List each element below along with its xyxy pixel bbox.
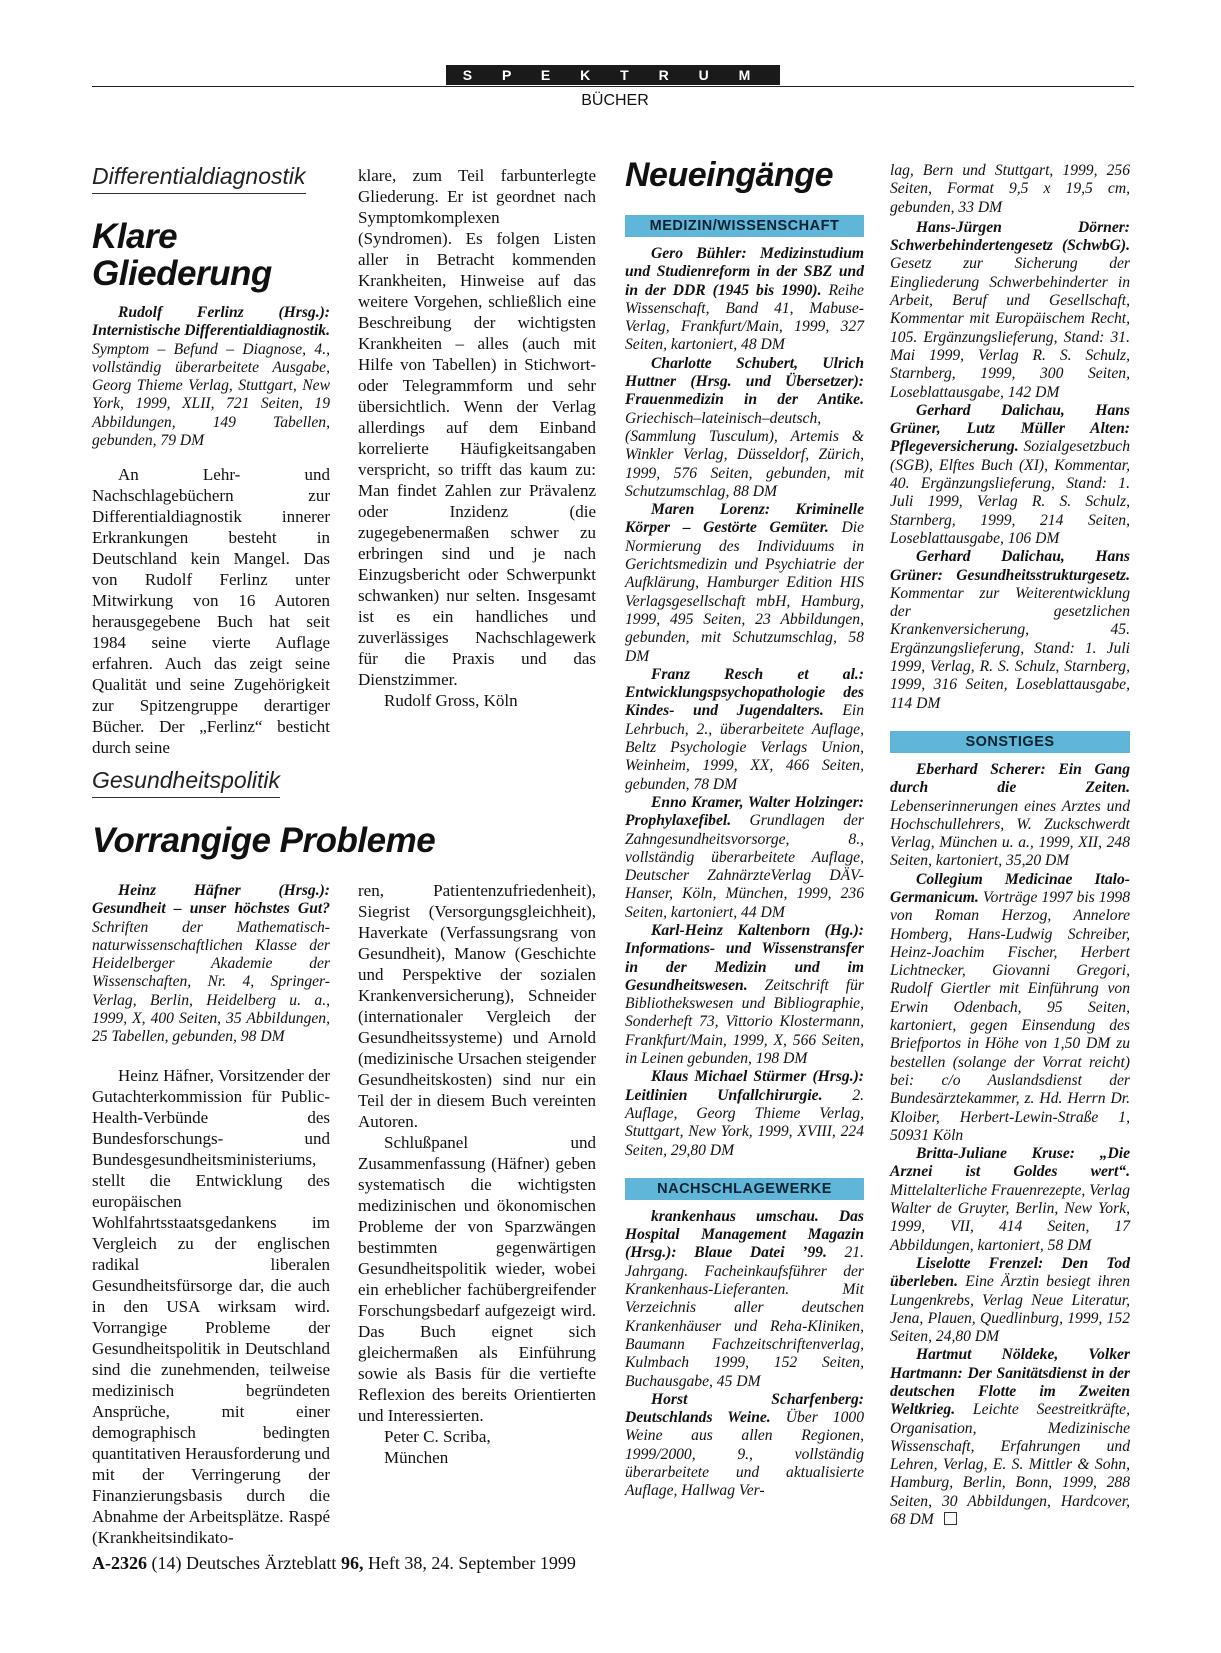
book-entry-details: Vorträge 1997 bis 1998 von Roman Herzog, Annelore Homberg, Hans-Ludwig Schreiber, Heinz-Joachim Fischer, Herbert Lichtnecker, Giovanni Gregori, Rudolf Giertler mit Einführung von Erwin Odenbach, 95 Seiten, kartoniert, gegen Einsendung des Briefportos in Höhe von 1,50 DM zu bestellen (solange der Vorrat reicht) bei: c/o Auslandsdienst der Bundesärztekammer, z. Hd. Herrn Dr. Kloiber, Herbert-Lewin-Straße 1, 50931 Köln: [890, 888, 1130, 1144]
book-entry: [890, 1145, 1130, 1255]
article2-title: Vorrangige Probleme: [92, 821, 436, 860]
book-entry-details: Ein Lehrbuch, 2., überarbeitete Auflage, Beltz Psychologie Verlags Union, Weinheim, 1999, XX, 466 Seiten, gebunden, 78 DM: [625, 702, 864, 793]
footer-text-post: Heft 38, 24. September 1999: [363, 1553, 576, 1573]
article1-col2: [358, 165, 596, 711]
book-entry-title: krankenhaus umschau. Das Hospital Management Magazin (Hrsg.): Blaue Datei ’99.: [625, 1207, 864, 1262]
book-entry: [890, 548, 1130, 713]
header-rule: [92, 86, 1134, 87]
book-entry: [625, 1068, 864, 1159]
book-entry: [890, 219, 1130, 402]
article1-bib-title: Rudolf Ferlinz (Hrsg.): Internistische Differentialdiagnostik.: [92, 304, 330, 340]
neueingaenge-col4: [890, 162, 1130, 1529]
book-entry-title: Charlotte Schubert, Ulrich Huttner (Hrsg. und Übersetzer): Frauenmedizin in der Antike.: [625, 354, 864, 409]
article2-author-line1: Peter C. Scriba,: [384, 1427, 491, 1446]
subsection-label: BÜCHER: [581, 92, 649, 109]
book-entry-details: Eine Ärztin besiegt ihren Lungenkrebs, Verlag Neue Literatur, Jena, Plauen, Quedlinburg, 1999, 152 Seiten, 24,80 DM: [890, 1273, 1130, 1346]
book-entry: [625, 666, 864, 794]
book-entry-title: Maren Lorenz: Kriminelle Körper – Gestörte Gemüter.: [625, 501, 864, 537]
book-entry-title: Karl-Heinz Kaltenborn (Hg.): Informations- und Wissenstransfer in der Medizin und im Gesundheitswesen.: [625, 921, 864, 994]
article1-title-line2: Gliederung: [92, 254, 272, 293]
medizin-entries: [625, 245, 864, 1160]
section-banner: S P E K T R U M: [446, 65, 780, 85]
book-entry-details: Zeitschrift für Bibliothekswesen und Bibliographie, Sonderheft 73, Vittorio Klostermann, Frankfurt/Main, 1999, X, 566 Seiten, in Leinen gebunden, 198 DM: [625, 976, 864, 1068]
section-medizin-wissenschaft: MEDIZIN/WISSENSCHAFT: [625, 215, 864, 237]
book-entry: [890, 1346, 1130, 1529]
neueingaenge-title: Neueingänge: [625, 156, 833, 194]
book-entry-title: Hartmut Nöldeke, Volker Hartmann: Der Sanitätsdienst in der deutschen Flotte im Zweiten Weltkrieg.: [890, 1346, 1130, 1419]
article1-title: [92, 218, 272, 292]
book-entry-title: Hans-Jürgen Dörner: Schwerbehindertengesetz (SchwbG).: [890, 218, 1130, 255]
book-entry: [890, 1255, 1130, 1346]
footer-text-pre: (14) Deutsches Ärzteblatt: [147, 1553, 341, 1573]
book-entry: [625, 922, 864, 1068]
end-mark-icon: [944, 1512, 957, 1525]
article2-kicker: Gesundheitspolitik: [92, 767, 280, 798]
book-entry: [625, 501, 864, 666]
sonstiges-entries: [890, 761, 1130, 1529]
book-entry-details: Grundlagen der Zahngesundheitsvorsorge, 8., vollständig überarbeitete Auflage, Deutscher ZahnärzteVerlag DÄV-Hanser, Köln, München, 1999, 236 Seiten, kartoniert, 44 DM: [625, 812, 864, 921]
book-entry-details: Gesetz zur Sicherung der Eingliederung Schwerbehinderter in Arbeit, Beruf und Gesellschaft, Kommentar mit Europäischem Recht, 105. Ergänzungslieferung, Stand: 31. Mai 1999, Verlag R. S. Schulz, Starnberg, 1999, 300 Seiten, Loseblattausgabe, 142 DM: [890, 255, 1130, 401]
book-entry: [890, 761, 1130, 871]
continued-entry: lag, Bern und Stuttgart, 1999, 256 Seiten, Format 9,5 x 19,5 cm, gebunden, 33 DM: [890, 162, 1130, 216]
book-entry-details: Griechisch–lateinisch–deutsch, (Sammlung Tusculum), Artemis & Winkler Verlag, Düsseldorf, Zürich, 1999, 576 Seiten, gebunden, mit Schutzumschlag, 88 DM: [625, 409, 864, 500]
book-entry-title: Enno Kramer, Walter Holzinger: Prophylaxefibel.: [625, 793, 864, 830]
book-entry-title: Britta-Juliane Kruse: „Die Arznei ist Goldes wert“.: [890, 1145, 1130, 1181]
article1-bibliography: [92, 304, 330, 450]
neueingaenge-col3: [625, 155, 864, 1501]
book-entry: [625, 245, 864, 355]
book-entry-details: Die Normierung des Individuums in Gerichtsmedizin und Psychiatrie der Aufklärung, Hamburger Edition HIS Verlagsgesellschaft mbH, Hamburg, 1999, 495 Seiten, 23 Abbildungen, gebunden, mit Schutzumschlag, 58 DM: [625, 519, 865, 665]
section-nachschlagewerke: NACHSCHLAGEWERKE: [625, 1178, 864, 1200]
book-entry: [625, 1208, 864, 1391]
nachschlage-entries: [625, 1208, 864, 1501]
page-number: A-2326: [92, 1553, 147, 1573]
book-entry-details: Leichte Seestreitkräfte, Organisation, Medizinische Wissenschaft, Erfahrungen und Lehren, Verlag, E. S. Mittler & Sohn, Hamburg, Berlin, Bonn, 1999, 288 Seiten, 30 Abbildungen, Hardcover, 68 DM: [890, 1401, 1130, 1529]
article1-title-line1: Klare: [92, 217, 178, 256]
book-entry: [625, 1391, 864, 1501]
article2-body-2a: ren, Patientenzufriedenheit), Siegrist (Versorgungsgleichheit), Haverkate (Verfassungsrang von Gesundheit), Manow (Geschichte und Perspektive der sozialen Krankenversicherung), Schneider (internationaler Vergleich der Gesundheitssysteme) und Arnold (medizinische Ursachen steigender Gesundheitskosten) sind nur ein Teil der in diesem Buch vereinten Autoren.: [358, 881, 596, 1131]
book-entry-details: 21. Jahrgang. Facheinkaufsführer der Krankenhaus-Lieferanten. Mit Verzeichnis aller deutschen Krankenhäuser und Reha-Kliniken, Baumann Fachzeitschriftenverlag, Kulmbach 1999, 152 Seiten, Buchausgabe, 45 DM: [625, 1244, 864, 1390]
book-entry-title: Liselotte Frenzel: Den Tod überleben.: [890, 1254, 1130, 1291]
article2-body-2b: Schlußpanel und Zusammenfassung (Häfner) geben systematisch die wichtigsten medizinischen und ökonomischen Probleme der von Sparzwängen bestimmten gegenwärtigen Gesundheitspolitik wieder, wobei ein erheblicher fachübergreifender Forschungsbedarf aufgezeigt wird. Das Buch eignet sich gleichermaßen als Einführung sowie als Basis für die vertiefte Reflexion des bereits Orientierten und Interessierten.: [358, 1133, 596, 1425]
article2-body-1: Heinz Häfner, Vorsitzender der Gutachterkommission für Public-Health-Verbünde des Bundesforschungs- und Bundesgesundheitsministeriums, stellt die Entwicklung des europäischen Wohlfahrtsstaatsgedankens im Vergleich zu der englischen radikal liberalen Gesundheitsfürsorge dar, die auch in den USA wirksam wird. Vorrangige Probleme der Gesundheitspolitik in Deutschland sind die zunehmenden, teilweise medizinisch begründeten Ansprüche, mit einer demographisch bedingten quantitativen Herausforderung und mit der Verringerung der Finanzierungsbasis durch die Abnahme der Arbeitsplätze. Raspé (Krankheitsindikato-: [92, 1065, 330, 1547]
article2-author-line2: München: [384, 1448, 449, 1467]
book-entry-details: Mittelalterliche Frauenrezepte, Verlag Walter de Gruyter, Berlin, New York, 1999, VII, 414 Seiten, 17 Abbildungen, kartoniert, 58 DM: [890, 1181, 1130, 1254]
medizin-entries-continued: [890, 219, 1130, 713]
book-entry: [890, 402, 1130, 548]
book-entry-title: Horst Scharfenberg: Deutschlands Weine.: [625, 1390, 864, 1427]
page-footer: [92, 1553, 576, 1574]
footer-volume: 96,: [340, 1553, 364, 1573]
article1-author: Rudolf Gross, Köln: [384, 691, 518, 710]
book-entry-details: Über 1000 Weine aus allen Regionen, 1999/2000, 9., vollständig überarbeitete und aktualisierte Auflage, Hallwag Ver-: [625, 1409, 864, 1500]
book-entry-title: Gerhard Dalichau, Hans Grüner, Lutz Müller Alten: Pflegeversicherung.: [890, 401, 1130, 456]
article2-col1: [92, 882, 330, 1548]
book-entry-details: Lebenserinnerungen eines Arztes und Hochschullehrers, W. Zuckschwerdt Verlag, München u. a., 1999, XII, 248 Seiten, kartoniert, 35,20 DM: [890, 797, 1130, 870]
book-entry-title: Klaus Michael Stürmer (Hrsg.): Leitlinien Unfallchirurgie.: [625, 1068, 864, 1104]
book-entry-title: Gero Bühler: Medizinstudium und Studienreform in der SBZ und in der DDR (1945 bis 1990).: [625, 245, 864, 299]
book-entry-details: Sozialgesetzbuch (SGB), Elftes Buch (XI), Kommentar, 40. Ergänzungslieferung, Stand: 1. Juli 1999, Verlag R. S. Schulz, Starnberg, 1999, 214 Seiten, Loseblattausgabe, 106 DM: [890, 438, 1130, 547]
book-entry-details: 2. Auflage, Georg Thieme Verlag, Stuttgart, New York, 1999, XVIII, 224 Seiten, 29,80 DM: [625, 1086, 865, 1159]
book-entry-details: Kommentar zur Weiterentwicklung der gesetzlichen Krankenversicherung, 45. Ergänzungslieferung, Stand: 1. Juli 1999, Verlag, R. S. Schulz, Starnberg, 1999, 316 Seiten, Loseblattausgabe, 114 DM: [890, 584, 1130, 712]
book-entry: [625, 355, 864, 501]
article1-body-1: An Lehr- und Nachschlagebüchern zur Differentialdiagnostik innerer Erkrankungen besteht in Deutschland kein Mangel. Das von Rudolf Ferlinz unter Mitwirkung von 16 Autoren herausgegebene Buch hat seit 1984 seine vierte Auflage erfahren. Auch das zeigt seine Qualität und seine Zugehörigkeit zur Spitzengruppe derartiger Bücher. Der „Ferlinz“ besticht durch seine: [92, 465, 330, 758]
book-entry-title: Gerhard Dalichau, Hans Grüner: Gesundheitsstrukturgesetz.: [890, 548, 1130, 584]
book-entry-details: Reihe Wissenschaft, Band 41, Mabuse-Verlag, Frankfurt/Main, 1999, 327 Seiten, kartoniert, 48 DM: [625, 281, 864, 354]
book-entry-title: Collegium Medicinae Italo-Germanicum.: [890, 870, 1130, 906]
article2-bib-title: Heinz Häfner (Hrsg.): Gesundheit – unser höchstes Gut?: [92, 882, 330, 918]
article1-col1: [92, 304, 330, 758]
article1-bib-details: Symptom – Befund – Diagnose, 4., vollständig überarbeitete Ausgabe, Georg Thieme Verlag, Stuttgart, New York, 1999, XLII, 721 Seiten, 19 Abbildungen, 149 Tabellen, gebunden, 79 DM: [92, 340, 330, 450]
book-entry-title: Franz Resch et al.: Entwicklungspsychopathologie des Kindes- und Jugendalters.: [625, 665, 864, 720]
book-entry: [890, 871, 1130, 1145]
book-entry-title: Eberhard Scherer: Ein Gang durch die Zeiten.: [890, 760, 1130, 797]
section-sonstiges: SONSTIGES: [890, 731, 1130, 753]
article2-col2: [358, 880, 596, 1468]
article2-bib-details: Schriften der Mathematisch-naturwissenschaftlichen Klasse der Heidelberger Akademie der Wissenschaften, Nr. 4, Springer-Verlag, Berlin, Heidelberg u. a., 1999, X, 400 Seiten, 35 Abbildungen, 25 Tabellen, gebunden, 98 DM: [92, 918, 330, 1046]
book-entry: [625, 794, 864, 922]
article1-body-2: klare, zum Teil farbunterlegte Gliederung. Er ist geordnet nach Symptomkomplexen (Syndromen). Es folgen Listen aller in Betracht kommenden Krankheiten, Hinweise auf das weitere Vorgehen, schließlich eine Beschreibung der wichtigsten Krankheiten – alles (auch mit Hilfe von Tabellen) in Stichwort- oder Telegrammform und sehr übersichtlich. Wenn der Verlag allerdings auf dem Einband korrelierte Häufigkeitsangaben verspricht, so trifft das kaum zu: Man findet Zahlen zur Prävalenz oder Inzidenz (die zugegebenermaßen schwer zu erbringen sind und je nach Einzugsbericht oder Schwerpunkt schwanken) nur selten. Insgesamt ist es ein handliches und zuverlässiges Nachschlagewerk für die Praxis und das Dienstzimmer.: [358, 166, 596, 689]
article2-bibliography: [92, 882, 330, 1047]
article1-kicker: Differentialdiagnostik: [92, 163, 306, 194]
